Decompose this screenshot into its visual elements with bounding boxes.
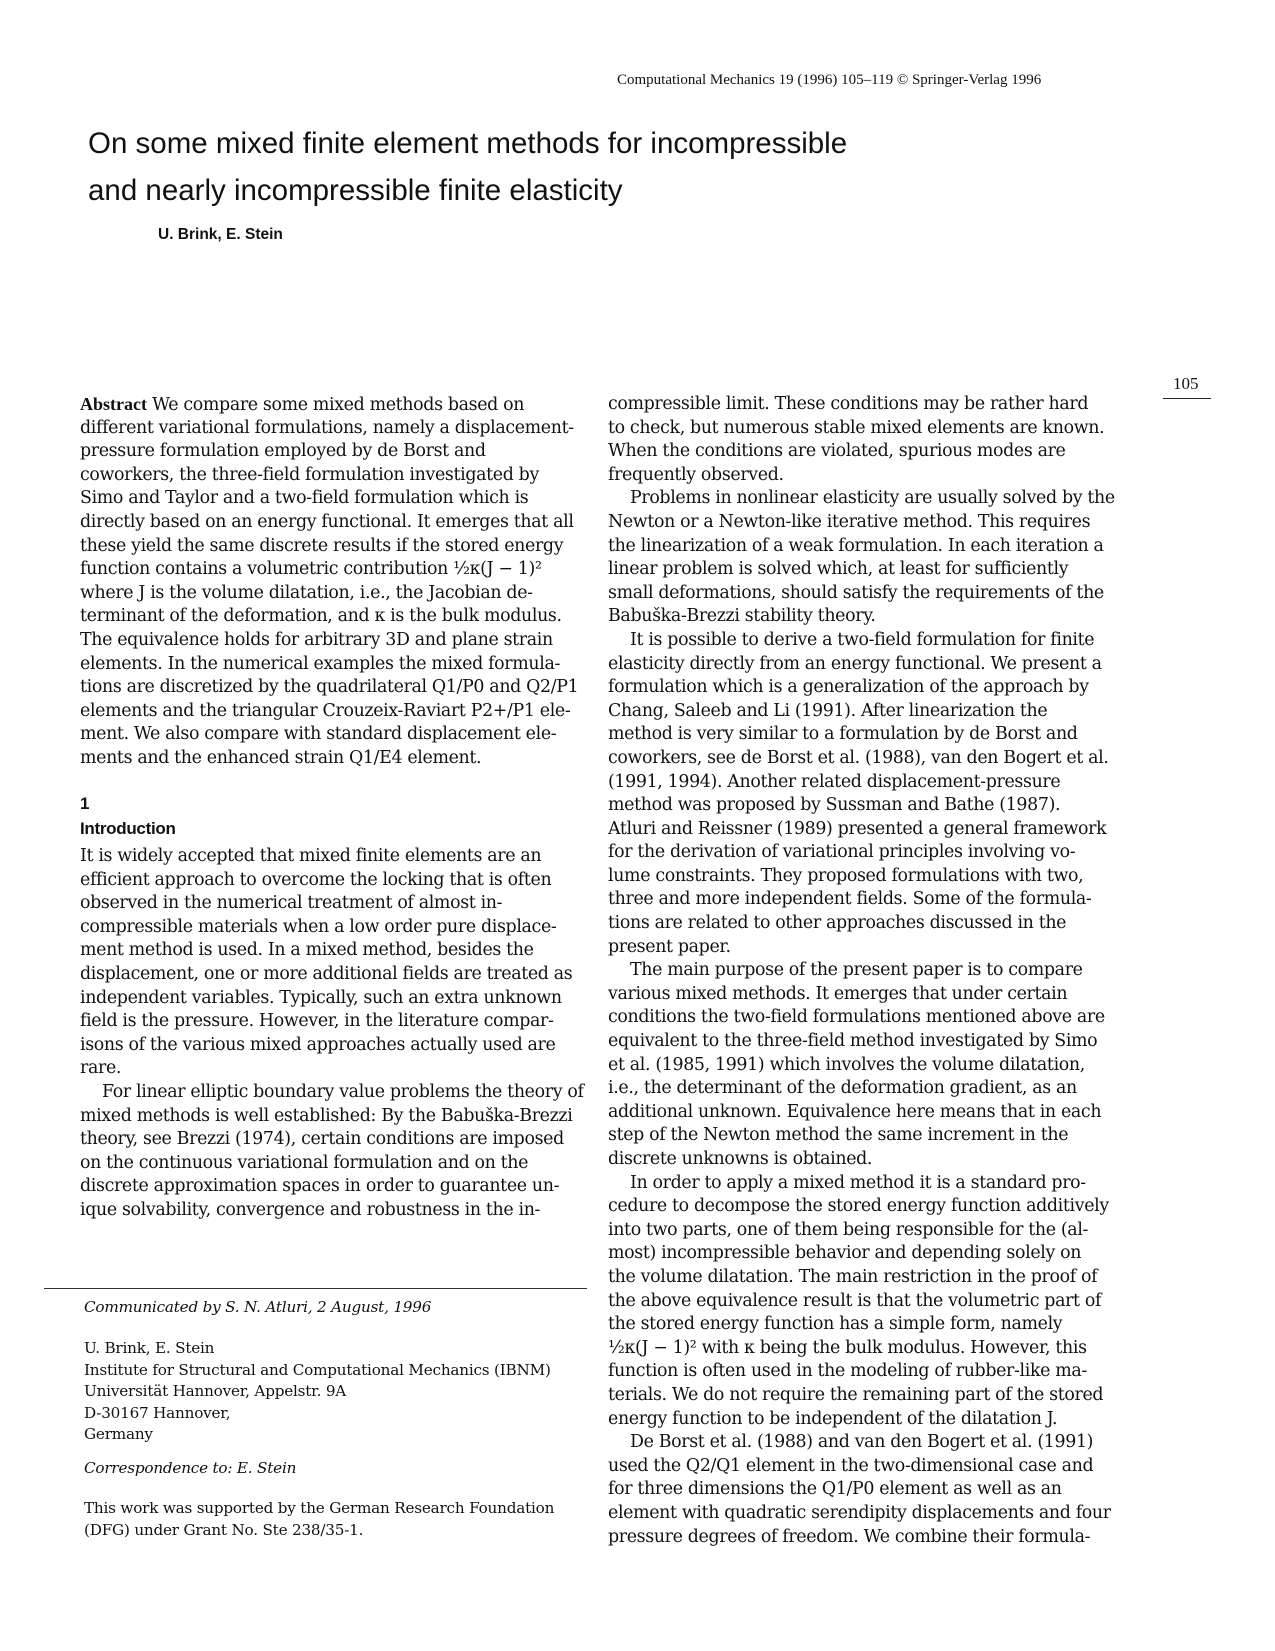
body-line: small deformations, should satisfy the requirements of the — [608, 582, 1104, 603]
body-line: pressure degrees of freedom. We combine their formula- — [608, 1526, 1091, 1547]
body-line: used the Q2/Q1 element in the two-dimensional case and — [608, 1455, 1094, 1476]
abstract-line: where J is the volume dilatation, i.e., the Jacobian de- — [80, 582, 533, 603]
abstract-line: Simo and Taylor and a two-field formulation which is — [80, 488, 529, 509]
abstract-text: We compare some mixed methods based on — [146, 395, 525, 415]
body-line: The main purpose of the present paper is to compare — [630, 960, 1083, 981]
funding-line: (DFG) under Grant No. Ste 238/35-1. — [84, 1520, 364, 1539]
body-line: i.e., the determinant of the deformation gradient, as an — [608, 1078, 1077, 1099]
abstract-line — [80, 393, 578, 417]
body-line: Babuška-Brezzi stability theory. — [608, 606, 876, 627]
body-line: De Borst et al. (1988) and van den Bogert et al. (1991) — [630, 1432, 1094, 1453]
body-line: energy function to be independent of the dilatation J. — [608, 1408, 1058, 1429]
body-line: Problems in nonlinear elasticity are usually solved by the — [630, 488, 1115, 509]
funding-note — [84, 1498, 554, 1541]
address-line: Germany — [84, 1425, 153, 1443]
body-line: et al. (1985, 1991) which involves the volume dilatation, — [608, 1054, 1085, 1075]
body-line: ½κ(J − 1)² with κ being the bulk modulus. However, this — [608, 1337, 1087, 1358]
body-line: Chang, Saleeb and Li (1991). After linearization the — [608, 700, 1048, 721]
page-number: 105 — [1173, 374, 1199, 393]
body-line: ment method is used. In a mixed method, besides the — [80, 940, 534, 961]
body-line: the volume dilatation. The main restriction in the proof of — [608, 1266, 1098, 1287]
body-line: It is widely accepted that mixed finite elements are an — [80, 846, 542, 866]
address-line: U. Brink, E. Stein — [84, 1339, 215, 1357]
body-line: the stored energy function has a simple form, namely — [608, 1314, 1063, 1335]
body-line: mixed methods is well established: By the Babuška-Brezzi — [80, 1105, 573, 1126]
body-line: discrete unknowns is obtained. — [608, 1149, 873, 1169]
body-line: the linearization of a weak formulation. In each iteration a — [608, 535, 1104, 556]
body-line: elasticity directly from an energy functional. We present a — [608, 653, 1102, 674]
body-line: to check, but numerous stable mixed elements are known. — [608, 417, 1105, 438]
abstract-line: pressure formulation employed by de Borst and — [80, 441, 486, 462]
paper-title — [88, 120, 847, 214]
body-line: displacement, one or more additional fields are treated as — [80, 963, 573, 984]
abstract-line: elements and the triangular Crouzeix-Raviart P2+/P1 ele- — [80, 700, 571, 721]
author-address — [84, 1338, 551, 1446]
address-line: D-30167 Hannover, — [84, 1403, 231, 1422]
abstract-line: these yield the same discrete results if the stored energy — [80, 535, 564, 556]
body-line: coworkers, see de Borst et al. (1988), van den Bogert et al. — [608, 747, 1109, 768]
body-line: terials. We do not require the remaining part of the stored — [608, 1384, 1104, 1405]
body-line: observed in the numerical treatment of almost in- — [80, 893, 503, 914]
authors: U. Brink, E. Stein — [158, 226, 283, 243]
body-line: discrete approximation spaces in order to guarantee un- — [80, 1176, 560, 1197]
body-line: equivalent to the three-field method investigated by Simo — [608, 1031, 1098, 1052]
body-line: for three dimensions the Q1/P0 element as well as an — [608, 1479, 1062, 1500]
abstract-line: ment. We also compare with standard displacement ele- — [80, 724, 557, 745]
body-line: independent variables. Typically, such an extra unknown — [80, 987, 562, 1008]
funding-line: This work was supported by the German Research Foundation — [84, 1499, 555, 1517]
footnote-divider — [44, 1288, 587, 1289]
body-line: into two parts, one of them being responsible for the (al- — [608, 1219, 1089, 1240]
body-line: for the derivation of variational principles involving vo- — [608, 842, 1076, 863]
body-line: Newton or a Newton-like iterative method. This requires — [608, 511, 1091, 532]
body-line: theory, see Brezzi (1974), certain conditions are imposed — [80, 1129, 564, 1150]
body-line: method was proposed by Sussman and Bathe (1987). — [608, 795, 1061, 816]
abstract-line: function contains a volumetric contribution ½κ(J − 1)² — [80, 559, 542, 580]
abstract-line: terminant of the deformation, and κ is the bulk modulus. — [80, 606, 562, 627]
body-line: field is the pressure. However, in the literature compar- — [80, 1011, 554, 1032]
body-line: Atluri and Reissner (1989) presented a general framework — [608, 818, 1107, 839]
body-line: step of the Newton method the same increment in the — [608, 1125, 1069, 1146]
body-line: frequently observed. — [608, 464, 784, 485]
section-number: 1 — [80, 794, 90, 813]
page-number-rule — [1163, 398, 1211, 399]
abstract-line: coworkers, the three-field formulation investigated by — [80, 464, 539, 485]
body-line: In order to apply a mixed method it is a standard pro- — [630, 1172, 1086, 1193]
title-line: On some mixed finite element methods for incompressible — [88, 127, 848, 160]
body-line: most) incompressible behavior and depending solely on — [608, 1243, 1082, 1264]
communicated-note: Communicated by S. N. Atluri, 2 August, 1996 — [84, 1298, 432, 1316]
body-line: compressible materials when a low order pure displace- — [80, 916, 557, 937]
body-line: additional unknown. Equivalence here means that in each — [608, 1101, 1102, 1122]
body-line: cedure to decompose the stored energy function additively — [608, 1196, 1109, 1217]
body-line: formulation which is a generalization of the approach by — [608, 677, 1089, 698]
abstract-line: directly based on an energy functional. It emerges that all — [80, 511, 574, 532]
abstract-line: different variational formulations, namely a displacement- — [80, 417, 574, 438]
body-line: compressible limit. These conditions may be rather hard — [608, 394, 1089, 414]
body-line: tions are related to other approaches discussed in the — [608, 913, 1067, 934]
body-line: various mixed methods. It emerges that under certain — [608, 983, 1068, 1004]
abstract — [80, 393, 578, 771]
correspondence-note: Correspondence to: E. Stein — [84, 1459, 297, 1477]
body-line: conditions the two-field formulations mentioned above are — [608, 1007, 1105, 1028]
body-line: efficient approach to overcome the locking that is often — [80, 869, 552, 890]
address-line: Universität Hannover, Appelstr. 9A — [84, 1382, 347, 1400]
body-line: When the conditions are violated, spurious modes are — [608, 441, 1066, 462]
title-line: and nearly incompressible finite elasticity — [88, 174, 623, 207]
body-line: isons of the various mixed approaches actually used are — [80, 1034, 556, 1055]
body-line: (1991, 1994). Another related displacement-pressure — [608, 771, 1061, 792]
body-line: For linear elliptic boundary value problems the theory of — [102, 1081, 584, 1102]
right-column — [608, 393, 1115, 1549]
abstract-line: The equivalence holds for arbitrary 3D and plane strain — [80, 629, 553, 650]
abstract-label: Abstract — [80, 394, 147, 414]
body-line: lume constraints. They proposed formulations with two, — [608, 865, 1084, 886]
body-line: element with quadratic serendipity displacements and four — [608, 1502, 1111, 1523]
body-line: rare. — [80, 1058, 122, 1079]
journal-citation: Computational Mechanics 19 (1996) 105–119 © Springer-Verlag 1996 — [617, 72, 1042, 88]
intro-left-column — [80, 845, 584, 1223]
abstract-line: tions are discretized by the quadrilateral Q1/P0 and Q2/P1 — [80, 677, 579, 698]
body-line: on the continuous variational formulation and on the — [80, 1152, 529, 1173]
abstract-line: ments and the enhanced strain Q1/E4 element. — [80, 747, 482, 768]
body-line: method is very similar to a formulation by de Borst and — [608, 724, 1078, 745]
body-line: the above equivalence result is that the volumetric part of — [608, 1290, 1102, 1311]
address-line: Institute for Structural and Computational Mechanics (IBNM) — [84, 1360, 551, 1379]
body-line: function is often used in the modeling of rubber-like ma- — [608, 1361, 1087, 1382]
abstract-line: elements. In the numerical examples the mixed formula- — [80, 653, 560, 674]
body-line: linear problem is solved which, at least for sufficiently — [608, 559, 1069, 580]
body-line: present paper. — [608, 936, 731, 957]
section-title: Introduction — [80, 819, 176, 838]
body-line: three and more independent fields. Some of the formula- — [608, 889, 1092, 910]
body-line: ique solvability, convergence and robustness in the in- — [80, 1199, 541, 1220]
body-line: It is possible to derive a two-field formulation for finite — [630, 629, 1095, 650]
